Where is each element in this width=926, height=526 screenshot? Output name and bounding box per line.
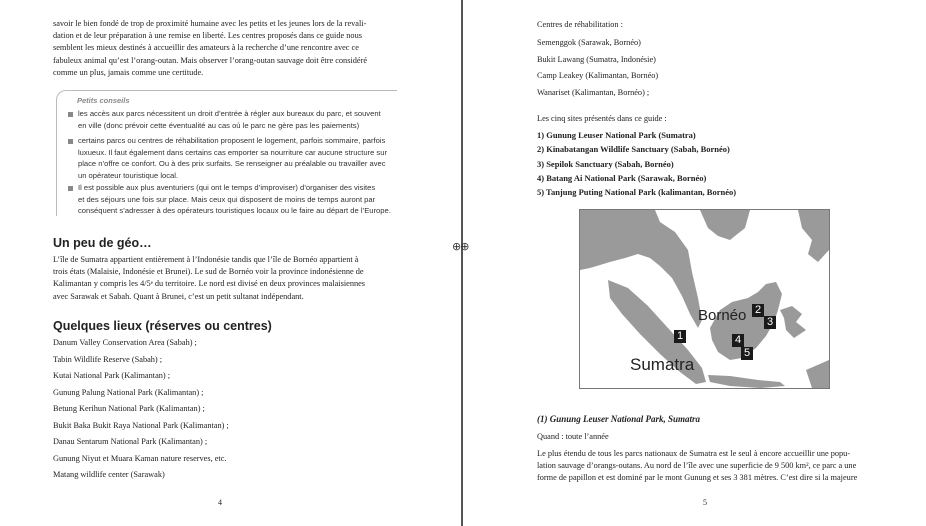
geo-paragraph bbox=[53, 254, 398, 303]
bullet-icon bbox=[68, 112, 73, 117]
text-line: fabuleux animal qu’est l’orang-outan. Mais observer l’orang-outan sauvage doit être considéré bbox=[53, 55, 368, 65]
text-line: Kalimantan y compris les 4/5ᵉ du territoire. Le nord est divisé en deux provinces malaisiennes bbox=[53, 279, 366, 289]
text-line: dation et de leur préparation à une remise en liberté. Les centres proposés dans ce guide nous bbox=[53, 31, 362, 41]
body-paragraph bbox=[537, 448, 882, 485]
text-line: les accès aux parcs nécessitent un droit d’entrée à régler aux bureaux du parc, et souvent bbox=[78, 109, 381, 118]
tips-title: Petits conseils bbox=[77, 96, 130, 105]
text-line: Il est possible aux plus aventuriers (qui ont le temps d’improviser) d’organiser des visites bbox=[78, 183, 376, 192]
section-heading: (1) Gunung Leuser National Park, Sumatra bbox=[537, 414, 701, 424]
map-marker: 2 bbox=[752, 304, 764, 317]
map-label-sumatra: Sumatra bbox=[630, 355, 695, 374]
list-item: Matang wildlife center (Sarawak) bbox=[53, 470, 165, 479]
map-marker: 4 bbox=[732, 334, 744, 347]
site-item: 2) Kinabatangan Wildlife Sanctuary (Sabah, Bornéo) bbox=[537, 144, 730, 154]
map-marker: 5 bbox=[741, 347, 753, 360]
tip-item bbox=[78, 182, 403, 217]
text-line: et des séjours une fois sur place. Mais ceux qui disposent de moins de temps auront par bbox=[78, 194, 376, 204]
registration-mark-icon: ⊕⊕ bbox=[452, 240, 469, 253]
list-item: Betung Kerihun National Park (Kalimantan) ; bbox=[53, 404, 205, 413]
text-line: conséquent s’adresser à des opérateurs touristiques locaux ou le faire au départ de l’Europe. bbox=[78, 206, 391, 215]
list-item: Semenggok (Sarawak, Bornéo) bbox=[537, 38, 641, 47]
list-item: Danau Sentarum National Park (Kalimantan) ; bbox=[53, 437, 208, 446]
list-item: Wanariset (Kalimantan, Bornéo) ; bbox=[537, 88, 650, 97]
text-line: place n’offre ce confort. Ou à des prix surfaits. Se renseigner au préalable ou travailler avec bbox=[78, 159, 386, 168]
text-line: luxueux. Il faut également dans certains cas emporter sa nourriture car aucune structure sur bbox=[78, 147, 387, 157]
text-line: trois états (Malaisie, Indonésie et Brunei). Le sud de Bornéo voir la province indonésienne de bbox=[53, 267, 364, 277]
sites-intro: Les cinq sites présentés dans ce guide : bbox=[537, 114, 667, 123]
site-item: 1) Gunung Leuser National Park (Sumatra) bbox=[537, 130, 696, 140]
page-number: 5 bbox=[703, 498, 707, 507]
when-line: Quand : toute l’année bbox=[537, 432, 609, 441]
text-line: Le plus étendu de tous les parcs nationaux de Sumatra est le seul à encore accueillir une popu- bbox=[537, 449, 851, 458]
list-item: Gunung Palung National Park (Kalimantan) ; bbox=[53, 388, 204, 397]
map-marker: 3 bbox=[764, 316, 776, 329]
places-heading: Quelques lieux (réserves ou centres) bbox=[53, 319, 272, 333]
text-line: en ville (donc prévoir cette éventualité au cas où le parc ne gère pas les paiements) bbox=[78, 120, 360, 130]
rehab-heading: Centres de réhabilitation : bbox=[537, 20, 623, 29]
site-item: 5) Tanjung Puting National Park (kalimantan, Bornéo) bbox=[537, 187, 737, 197]
map-image bbox=[580, 210, 829, 388]
text-line: forme de papillon et est dominé par le mont Gunung et ses 3 381 mètres. C’est dire si la majeure bbox=[537, 473, 858, 483]
tip-item bbox=[78, 108, 403, 131]
list-item: Tabin Wildlife Reserve (Sabah) ; bbox=[53, 355, 163, 364]
intro-paragraph bbox=[53, 18, 398, 79]
list-item: Gunung Niyut et Muara Kaman nature reserves, etc. bbox=[53, 454, 227, 463]
bullet-icon bbox=[68, 139, 73, 144]
list-item: Bukit Lawang (Sumatra, Indonésie) bbox=[537, 55, 656, 64]
list-item: Bukit Baka Bukit Raya National Park (Kalimantan) ; bbox=[53, 421, 229, 430]
text-line: semblent les mieux destinés à accueillir des amateurs à la recherche d’une rencontre avec ce bbox=[53, 43, 359, 53]
map-label-borneo: Bornéo bbox=[698, 307, 747, 324]
text-line: certains parcs ou centres de réhabilitation proposent le logement, parfois sommaire, parfois bbox=[78, 136, 386, 145]
geo-heading: Un peu de géo… bbox=[53, 236, 152, 250]
text-line: lation sauvage d’orangs-outans. Au nord de l’île avec une superficie de 9 500 km², ce parc a une bbox=[537, 461, 857, 471]
map-marker: 1 bbox=[674, 330, 686, 343]
text-line: un opérateur touristique local. bbox=[78, 170, 179, 180]
text-line: comme un plus, jamais comme une certitude. bbox=[53, 67, 204, 77]
site-item: 3) Sepilok Sanctuary (Sabah, Bornéo) bbox=[537, 159, 674, 169]
text-line: savoir le bien fondé de trop de proximité humaine avec les petits et les jeunes lors de la revali- bbox=[53, 19, 367, 28]
list-item: Kutai National Park (Kalimantan) ; bbox=[53, 371, 171, 380]
page-number: 4 bbox=[218, 498, 222, 507]
list-item: Camp Leakey (Kalimantan, Bornéo) bbox=[537, 71, 659, 80]
bullet-icon bbox=[68, 186, 73, 191]
site-item: 4) Batang Ai National Park (Sarawak, Bornéo) bbox=[537, 173, 707, 183]
tip-item bbox=[78, 135, 403, 181]
text-line: avec Sarawak et Sabah. Quant à Brunei, c’est un petit sultanat indépendant. bbox=[53, 291, 304, 301]
map-figure bbox=[579, 209, 830, 389]
text-line: L’île de Sumatra appartient entièrement à l’Indonésie tandis que l’île de Bornéo appartient à bbox=[53, 255, 359, 264]
list-item: Danum Valley Conservation Area (Sabah) ; bbox=[53, 338, 197, 347]
